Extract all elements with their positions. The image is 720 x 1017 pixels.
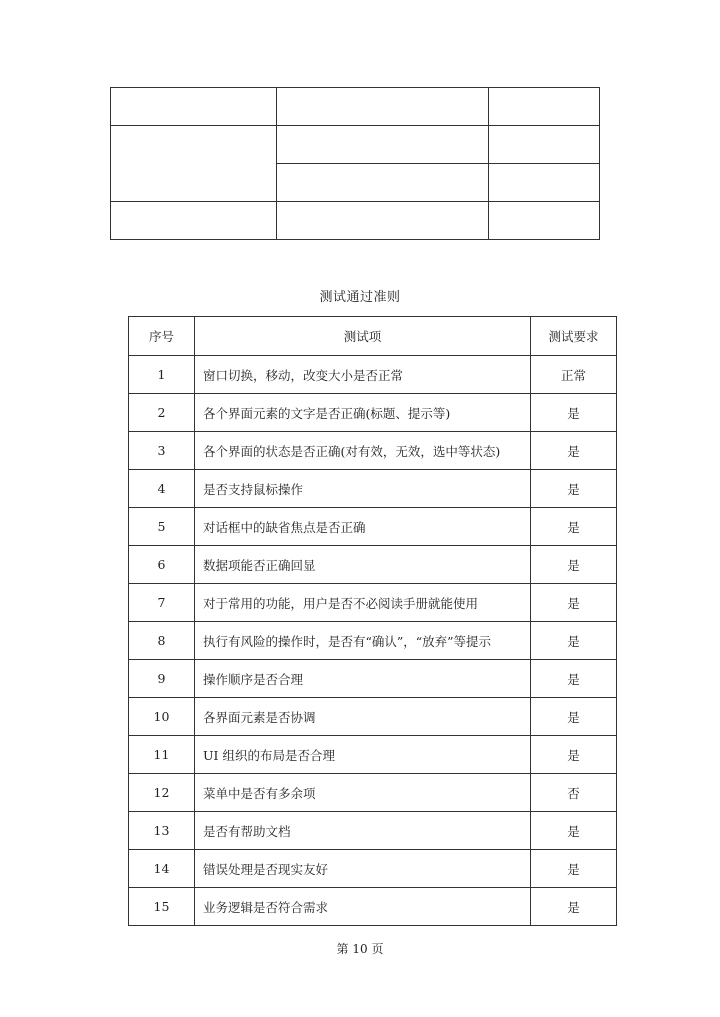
table-cell: [489, 126, 600, 164]
table-cell: [111, 202, 277, 240]
table-row: [129, 584, 617, 622]
table-cell: [489, 202, 600, 240]
header-test-requirement: 测试要求: [531, 317, 617, 356]
row-test-item: 窗口切换，移动，改变大小是否正常: [195, 356, 531, 394]
row-requirement: 否: [531, 774, 617, 812]
row-requirement: 是: [531, 888, 617, 926]
row-number: 12: [129, 774, 195, 812]
table-row: [129, 850, 617, 888]
row-test-item: UI 组织的布局是否合理: [195, 736, 531, 774]
row-requirement: 是: [531, 850, 617, 888]
row-number: 13: [129, 812, 195, 850]
row-test-item: 业务逻辑是否符合需求: [195, 888, 531, 926]
table-cell-merged: [111, 126, 277, 202]
test-criteria-table: [128, 316, 617, 926]
row-test-item: 操作顺序是否合理: [195, 660, 531, 698]
row-number: 5: [129, 508, 195, 546]
row-number: 11: [129, 736, 195, 774]
table-row: [111, 88, 600, 126]
row-test-item: 各个界面元素的文字是否正确(标题、提示等): [195, 394, 531, 432]
table-row: [111, 126, 600, 164]
table-row: [129, 812, 617, 850]
row-test-item: 菜单中是否有多余项: [195, 774, 531, 812]
header-number: 序号: [129, 317, 195, 356]
row-test-item: 各个界面的状态是否正确(对有效，无效，选中等状态): [195, 432, 531, 470]
row-requirement: 是: [531, 546, 617, 584]
row-number: 4: [129, 470, 195, 508]
row-requirement: 是: [531, 394, 617, 432]
row-test-item: 对于常用的功能，用户是否不必阅读手册就能使用: [195, 584, 531, 622]
table-row: [129, 356, 617, 394]
table-cell: [277, 164, 489, 202]
row-requirement: 是: [531, 622, 617, 660]
row-number: 6: [129, 546, 195, 584]
row-test-item: 各界面元素是否协调: [195, 698, 531, 736]
row-test-item: 数据项能否正确回显: [195, 546, 531, 584]
row-requirement: 是: [531, 470, 617, 508]
row-requirement: 是: [531, 660, 617, 698]
table-row: [129, 432, 617, 470]
table-cell: [277, 88, 489, 126]
row-number: 2: [129, 394, 195, 432]
row-number: 14: [129, 850, 195, 888]
row-number: 10: [129, 698, 195, 736]
row-number: 8: [129, 622, 195, 660]
row-test-item: 执行有风险的操作时，是否有“确认”，“放弃”等提示: [195, 622, 531, 660]
row-number: 7: [129, 584, 195, 622]
row-number: 9: [129, 660, 195, 698]
table-cell: [489, 88, 600, 126]
row-requirement: 正常: [531, 356, 617, 394]
table-row: [129, 888, 617, 926]
row-test-item: 是否有帮助文档: [195, 812, 531, 850]
table-cell: [111, 88, 277, 126]
table-row: [129, 660, 617, 698]
row-requirement: 是: [531, 736, 617, 774]
row-requirement: 是: [531, 812, 617, 850]
table-cell: [277, 126, 489, 164]
row-number: 3: [129, 432, 195, 470]
row-test-item: 对话框中的缺省焦点是否正确: [195, 508, 531, 546]
table-cell: [489, 164, 600, 202]
table-caption: 测试通过准则: [319, 290, 401, 305]
row-requirement: 是: [531, 584, 617, 622]
table-row: [129, 698, 617, 736]
row-test-item: 错误处理是否现实友好: [195, 850, 531, 888]
table-row: [129, 546, 617, 584]
table-row: [111, 202, 600, 240]
table-row: [129, 736, 617, 774]
table-row: [129, 508, 617, 546]
table-cell: [277, 202, 489, 240]
header-test-item: 测试项: [195, 317, 531, 356]
row-test-item: 是否支持鼠标操作: [195, 470, 531, 508]
previous-table-fragment: [110, 87, 600, 240]
row-requirement: 是: [531, 508, 617, 546]
row-requirement: 是: [531, 698, 617, 736]
row-requirement: 是: [531, 432, 617, 470]
row-number: 15: [129, 888, 195, 926]
table-header-row: [129, 317, 617, 356]
table-row: [129, 470, 617, 508]
table-row: [129, 622, 617, 660]
page-number: 第 10 页: [336, 942, 384, 956]
table-row: [129, 394, 617, 432]
row-number: 1: [129, 356, 195, 394]
table-row: [129, 774, 617, 812]
